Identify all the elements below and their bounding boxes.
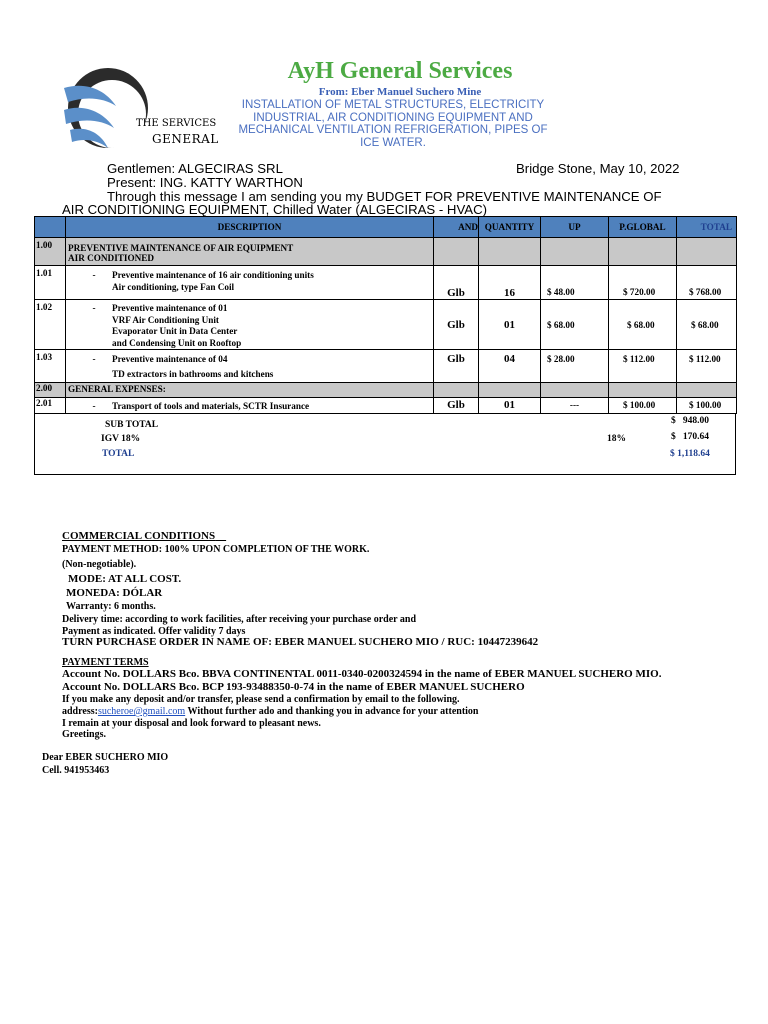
item-description [66, 300, 434, 350]
address-suffix: Without further ado and thanking you in advance for your attention [185, 706, 479, 717]
item-description [66, 350, 434, 383]
item-quantity: 01 [479, 398, 541, 414]
empty-cell [479, 238, 541, 266]
place-date: Bridge Stone, May 10, 2022 [516, 161, 680, 176]
item-total: $ 112.00 [677, 350, 737, 383]
budget-table [34, 216, 737, 414]
header-item-cell [35, 217, 66, 238]
section-row [35, 238, 737, 266]
header-unit-price: UP [541, 217, 609, 238]
item-description-line: Transport of tools and materials, SCTR Insurance [112, 401, 310, 411]
address-line [62, 706, 478, 717]
empty-cell [541, 383, 609, 398]
item-unit-price: --- [541, 398, 609, 414]
igv-value: $ 170.64 [671, 432, 709, 442]
header-unit: AND [434, 217, 479, 238]
signature-cell: Cell. 941953463 [42, 765, 110, 776]
bullet-dash: - [92, 303, 96, 313]
item-description-line: Evaporator Unit in Data Center [112, 326, 238, 336]
from-line: From: Eber Manuel Suchero Mine [318, 86, 482, 98]
section-title [66, 238, 434, 266]
totals-box [34, 414, 736, 475]
item-description-line: Air conditioning, type Fan Coil [112, 282, 235, 292]
payment-terms-title: PAYMENT TERMS [62, 657, 149, 668]
empty-cell [434, 238, 479, 266]
section-number: 2.00 [35, 383, 66, 398]
igv-label: IGV 18% [101, 434, 141, 444]
item-unit-price: $ 68.00 [541, 300, 609, 350]
company-tagline: INSTALLATION OF METAL STRUCTURES, ELECTRICITY INDUSTRIAL, AIR CONDITIONING EQUIPMENT AND MECHANICAL VENTILATION REFRIGERATION, PIPES OF ICE WATER. [238, 99, 548, 149]
delivery-time-1: Delivery time: according to work facilities, after receiving your purchase order and [62, 614, 417, 625]
empty-cell [434, 383, 479, 398]
bullet-dash: - [92, 270, 96, 280]
empty-cell [677, 238, 737, 266]
table-row [35, 398, 737, 414]
item-global-price: $ 720.00 [609, 266, 677, 300]
intro-line-2: AIR CONDITIONING EQUIPMENT, Chilled Water (ALGECIRAS - HVAC) [62, 202, 487, 217]
item-quantity: 04 [479, 350, 541, 383]
address-prefix: address: [62, 706, 98, 717]
item-total: $ 100.00 [677, 398, 737, 414]
logo-text-services: THE SERVICES [136, 118, 217, 129]
item-description-line: and Condensing Unit on Rooftop [112, 337, 242, 348]
empty-cell [479, 383, 541, 398]
header-global-price: P.GLOBAL [609, 217, 677, 238]
item-unit: Glb [434, 350, 479, 383]
empty-cell [541, 238, 609, 266]
delivery-time-2: Payment as indicated. Offer validity 7 days [62, 626, 246, 637]
section-title-line-1: PREVENTIVE MAINTENANCE OF AIR EQUIPMENT [68, 243, 294, 253]
deposit-note: If you make any deposit and/or transfer, please send a confirmation by email to the following. [62, 694, 460, 705]
item-description-line: Preventive maintenance of 16 air conditioning units [112, 270, 314, 280]
empty-cell [677, 383, 737, 398]
bullet-dash: - [92, 354, 96, 364]
mode: MODE: AT ALL COST. [68, 573, 182, 585]
item-description-line: VRF Air Conditioning Unit [112, 314, 219, 325]
commercial-conditions-title [62, 530, 226, 542]
table-header-row [35, 217, 737, 238]
disposal-note: I remain at your disposal and look forward to pleasant news. [62, 718, 321, 729]
header-description: DESCRIPTION [66, 217, 434, 238]
empty-cell [609, 383, 677, 398]
item-number: 1.03 [35, 350, 66, 383]
section-row [35, 383, 737, 398]
item-description [66, 266, 434, 300]
signature-name: Dear EBER SUCHERO MIO [42, 752, 169, 763]
company-logo-icon [60, 66, 150, 152]
commercial-conditions-title-text: COMMERCIAL CONDITIONS [62, 530, 216, 542]
item-number: 1.01 [35, 266, 66, 300]
non-negotiable: (Non-negotiable). [62, 559, 137, 570]
igv-rate: 18% [607, 434, 626, 444]
item-total: $ 768.00 [677, 266, 737, 300]
header-total: TOTAL [677, 217, 737, 238]
currency: MONEDA: DÓLAR [66, 587, 163, 599]
item-quantity: 01 [479, 300, 541, 350]
section-number: 1.00 [35, 238, 66, 266]
item-total: $ 68.00 [677, 300, 737, 350]
table-row [35, 350, 737, 383]
item-global-price: $ 68.00 [609, 300, 677, 350]
greetings: Greetings. [62, 729, 106, 740]
present-line: Present: ING. KATTY WARTHON [107, 175, 303, 190]
purchase-order-name: TURN PURCHASE ORDER IN NAME OF: EBER MANUEL SUCHERO MIO / RUC: 10447239642 [62, 636, 539, 648]
section-title: GENERAL EXPENSES: [66, 383, 434, 398]
logo-text-general: GENERAL [152, 132, 219, 146]
payment-method: PAYMENT METHOD: 100% UPON COMPLETION OF THE WORK. [62, 544, 370, 555]
item-quantity: 16 [479, 266, 541, 300]
item-global-price: $ 112.00 [609, 350, 677, 383]
header-quantity: QUANTITY [479, 217, 541, 238]
company-name: AyH General Services [287, 58, 513, 84]
subtotal-label: SUB TOTAL [105, 420, 159, 430]
item-description [66, 398, 434, 414]
account-bbva: Account No. DOLLARS Bco. BBVA CONTINENTAL 0011-0340-0200324594 in the name of EBER MANUEL SUCHERO MIO. [62, 668, 662, 680]
bullet-dash: - [92, 401, 96, 411]
addressee: Gentlemen: ALGECIRAS SRL [107, 161, 283, 176]
total-value: $ 1,118.64 [670, 449, 710, 459]
empty-cell [609, 238, 677, 266]
item-number: 1.02 [35, 300, 66, 350]
warranty: Warranty: 6 months. [66, 601, 156, 612]
table-row [35, 266, 737, 300]
email-link[interactable]: sucheroe@gmail.com [97, 706, 186, 717]
item-description-line: TD extractors in bathrooms and kitchens [112, 369, 274, 379]
total-label: TOTAL [102, 449, 135, 459]
table-row [35, 300, 737, 350]
item-unit-price: $ 28.00 [541, 350, 609, 383]
item-unit-price: $ 48.00 [541, 266, 609, 300]
item-global-price: $ 100.00 [609, 398, 677, 414]
item-unit: Glb [434, 266, 479, 300]
item-unit: Glb [434, 398, 479, 414]
item-description-line: Preventive maintenance of 04 [112, 354, 228, 364]
item-number: 2.01 [35, 398, 66, 414]
item-unit: Glb [434, 300, 479, 350]
intro-line-1: Through this message I am sending you my BUDGET FOR PREVENTIVE MAINTENANCE OF [107, 189, 662, 204]
subtotal-value: $ 948.00 [671, 416, 709, 426]
item-description-line: Preventive maintenance of 01 [112, 303, 228, 313]
account-bcp: Account No. DOLLARS Bco. BCP 193-93488350-0-74 in the name of EBER MANUEL SUCHERO [62, 681, 525, 693]
section-title-line-2: AIR CONDITIONED [68, 253, 155, 263]
